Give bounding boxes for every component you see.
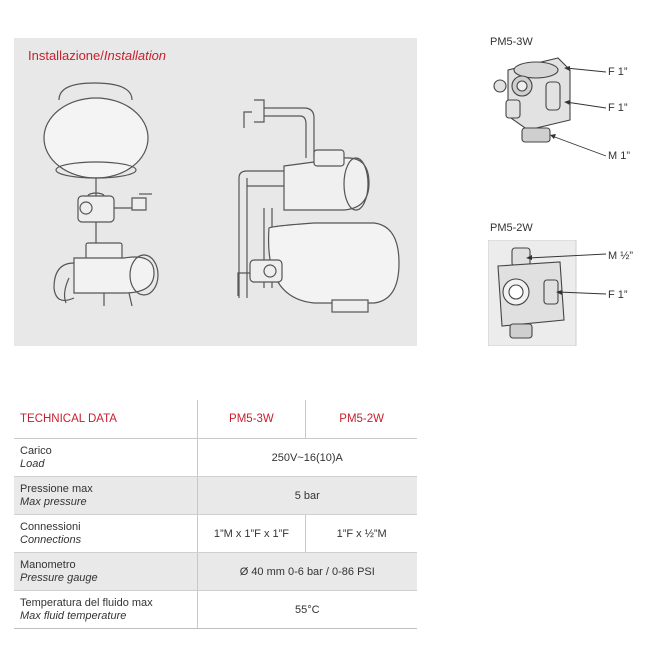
row-label: Pressione max Max pressure — [14, 477, 197, 515]
row-label: Carico Load — [14, 439, 197, 477]
row-label: Temperatura del fluido max Max fluid temperature — [14, 591, 197, 629]
pm5-3w-product-image — [488, 52, 664, 172]
pm5-3w-connection-bottom: M 1” — [608, 150, 630, 162]
table-header-row — [14, 400, 417, 439]
table-row — [14, 477, 417, 515]
pressure-controller-illustration-left — [78, 194, 152, 246]
pm5-2w-product-image — [488, 240, 664, 346]
table-row — [14, 591, 417, 629]
pm5-2w-connection-side: F 1” — [608, 289, 628, 301]
table-row — [14, 553, 417, 591]
table-row — [14, 439, 417, 477]
technical-data-table — [14, 400, 417, 629]
table-row — [14, 515, 417, 553]
row-value-pm5-2w: 1”F x ½”M — [306, 515, 417, 553]
expansion-vessel-illustration — [44, 83, 148, 199]
row-value: 250V~16(10)A — [197, 439, 417, 477]
pm5-3w-connection-side: F 1” — [608, 102, 628, 114]
pm5-3w-connection-top: F 1” — [608, 66, 628, 78]
pm5-2w-connection-top: M ½” — [608, 250, 634, 262]
table-header-title: TECHNICAL DATA — [14, 400, 197, 439]
row-value-pm5-3w: 1”M x 1”F x 1”F — [197, 515, 306, 553]
pressure-controller-illustration-right — [238, 260, 282, 296]
product-label-pm5-3w: PM5-3W — [490, 36, 533, 48]
pump-illustration-left — [54, 243, 158, 306]
row-label: Manometro Pressure gauge — [14, 553, 197, 591]
row-value: 55°C — [197, 591, 417, 629]
row-value: 5 bar — [197, 477, 417, 515]
table-header-pm5-2w: PM5-2W — [306, 400, 417, 439]
installation-illustration — [14, 38, 417, 346]
table-header-pm5-3w: PM5-3W — [197, 400, 306, 439]
installation-panel — [14, 38, 417, 346]
row-value: Ø 40 mm 0-6 bar / 0-86 PSI — [197, 553, 417, 591]
row-label: Connessioni Connections — [14, 515, 197, 553]
tank-illustration-right — [269, 223, 399, 312]
installation-title: Installazione/Installation — [28, 48, 167, 63]
product-label-pm5-2w: PM5-2W — [490, 222, 533, 234]
motor-illustration-right — [284, 150, 369, 210]
